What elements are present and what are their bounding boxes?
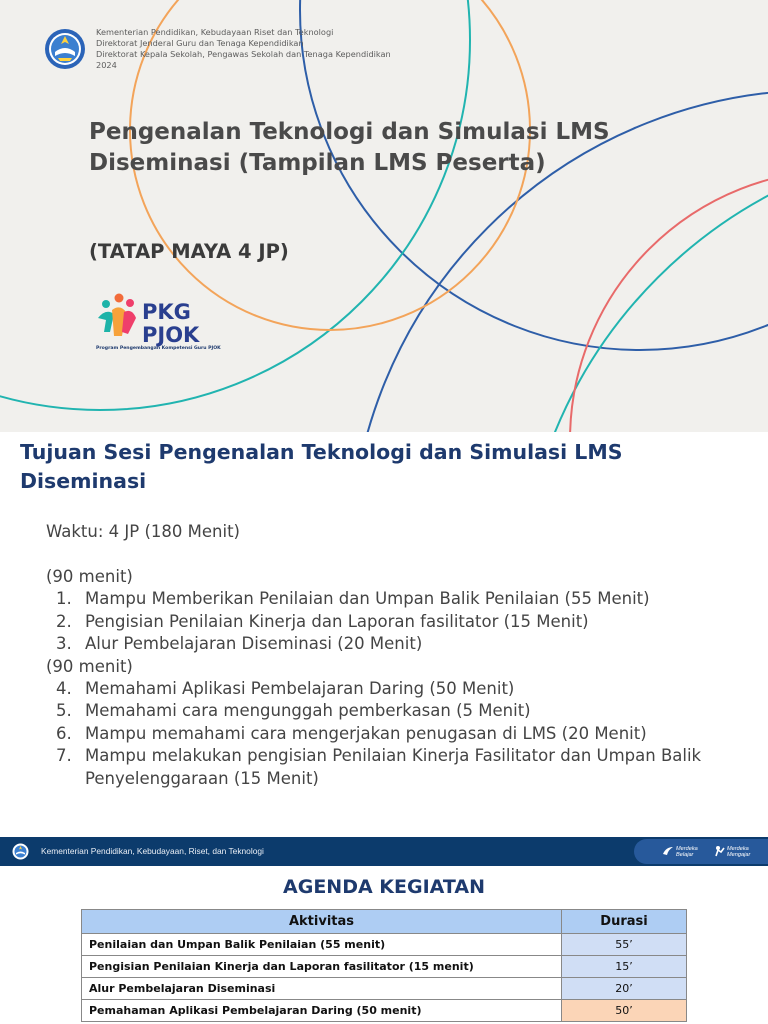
duration-cell: 50’ xyxy=(562,1000,687,1022)
activity-cell: Pemahaman Aplikasi Pembelajaran Daring (50 menit) xyxy=(82,1000,562,1022)
agenda-slide xyxy=(0,866,768,1024)
footer-ministry-text: Kementerian Pendidikan, Kebudayaan, Riset, dan Teknologi xyxy=(41,846,264,856)
item-text: Mampu memahami cara mengerjakan penugasan di LMS (20 Menit) xyxy=(85,723,647,743)
pill-line: Merdeka xyxy=(727,846,749,852)
item-text: Memahami cara mengunggah pemberkasan (5 Menit) xyxy=(85,701,531,721)
list-item xyxy=(46,745,736,790)
pill-line: Belajar xyxy=(676,852,694,858)
item-number: 3. xyxy=(56,634,72,654)
table-header-row xyxy=(82,910,687,934)
agenda-title: AGENDA KEGIATAN xyxy=(283,876,485,898)
pkg-pjok-logo xyxy=(94,292,219,354)
table-row xyxy=(82,934,687,956)
item-text: Mampu Memberikan Penilaian dan Umpan Balik Penilaian (55 Menit) xyxy=(85,589,650,609)
group-label: (90 menit) xyxy=(46,567,133,586)
table-row xyxy=(82,978,687,1000)
objectives-heading: Tujuan Sesi Pengenalan Teknologi dan Simulasi LMS Diseminasi xyxy=(20,440,623,493)
table-row xyxy=(82,1000,687,1022)
item-text: Pengisian Penilaian Kinerja dan Laporan fasilitator (15 Menit) xyxy=(85,611,589,631)
ministry-line: Kementerian Pendidikan, Kebudayaan Riset dan Teknologi xyxy=(96,27,334,37)
column-header-duration: Durasi xyxy=(562,910,687,934)
agenda-table xyxy=(81,909,687,1022)
pill-line: Merdeka xyxy=(676,846,698,852)
item-number: 7. xyxy=(56,746,72,766)
item-number: 6. xyxy=(56,723,72,743)
merdeka-mengajar-icon xyxy=(714,845,726,857)
session-time: Waktu: 4 JP (180 Menit) xyxy=(46,522,240,541)
slide-title: Pengenalan Teknologi dan Simulasi LMS Diseminasi (Tampilan LMS Peserta) xyxy=(89,119,610,176)
item-text: Alur Pembelajaran Diseminasi (20 Menit) xyxy=(85,634,423,654)
activity-cell: Pengisian Penilaian Kinerja dan Laporan fasilitator (15 menit) xyxy=(82,956,562,978)
logo-text-pjok: PJOK xyxy=(142,323,200,347)
pill-line: Mengajar xyxy=(727,852,751,858)
list-item xyxy=(46,700,736,722)
item-number: 1. xyxy=(56,589,72,609)
duration-cell: 55’ xyxy=(562,934,687,956)
list-item xyxy=(46,678,736,700)
duration-cell: 15’ xyxy=(562,956,687,978)
activity-cell: Penilaian dan Umpan Balik Penilaian (55 menit) xyxy=(82,934,562,956)
ministry-header xyxy=(96,27,476,71)
objectives-slide xyxy=(0,432,768,837)
ministry-line: Direktorat Jenderal Guru dan Tenaga Kependidikan xyxy=(96,38,304,48)
column-header-activity: Aktivitas xyxy=(82,910,562,934)
merdeka-belajar-icon xyxy=(662,845,674,857)
group-label: (90 menit) xyxy=(46,656,133,676)
item-number: 4. xyxy=(56,679,72,699)
logo-caption: Program Pengembangan Kompetensi Guru PJOK xyxy=(96,346,221,351)
item-text: Mampu melakukan pengisian Penilaian Kinerja Fasilitator dan Umpan Balik Penyelenggaraan (15 Menit) xyxy=(85,746,702,788)
activity-cell: Alur Pembelajaran Diseminasi xyxy=(82,978,562,1000)
slide-subtitle: (TATAP MAYA 4 JP) xyxy=(89,240,289,263)
list-item xyxy=(46,633,736,655)
item-text: Memahami Aplikasi Pembelajaran Daring (50 Menit) xyxy=(85,679,515,699)
ministry-footer-bar xyxy=(0,837,768,866)
kemendikbud-emblem-icon xyxy=(44,28,86,70)
item-number: 5. xyxy=(56,701,72,721)
list-item xyxy=(46,588,736,610)
item-number: 2. xyxy=(56,611,72,631)
objectives-list xyxy=(46,566,736,790)
merdeka-mengajar-label xyxy=(727,846,750,858)
ministry-year: 2024 xyxy=(96,60,117,70)
list-item xyxy=(46,611,736,633)
title-slide xyxy=(0,0,768,432)
kemendikbud-small-emblem-icon xyxy=(12,843,29,860)
logo-text-pkg: PKG xyxy=(142,300,191,324)
ministry-line: Direktorat Kepala Sekolah, Pengawas Sekolah dan Tenaga Kependidikan xyxy=(96,49,391,59)
merdeka-belajar-label xyxy=(676,846,698,858)
list-item xyxy=(46,723,736,745)
merdeka-pill xyxy=(634,839,768,864)
table-row xyxy=(82,956,687,978)
duration-cell: 20’ xyxy=(562,978,687,1000)
